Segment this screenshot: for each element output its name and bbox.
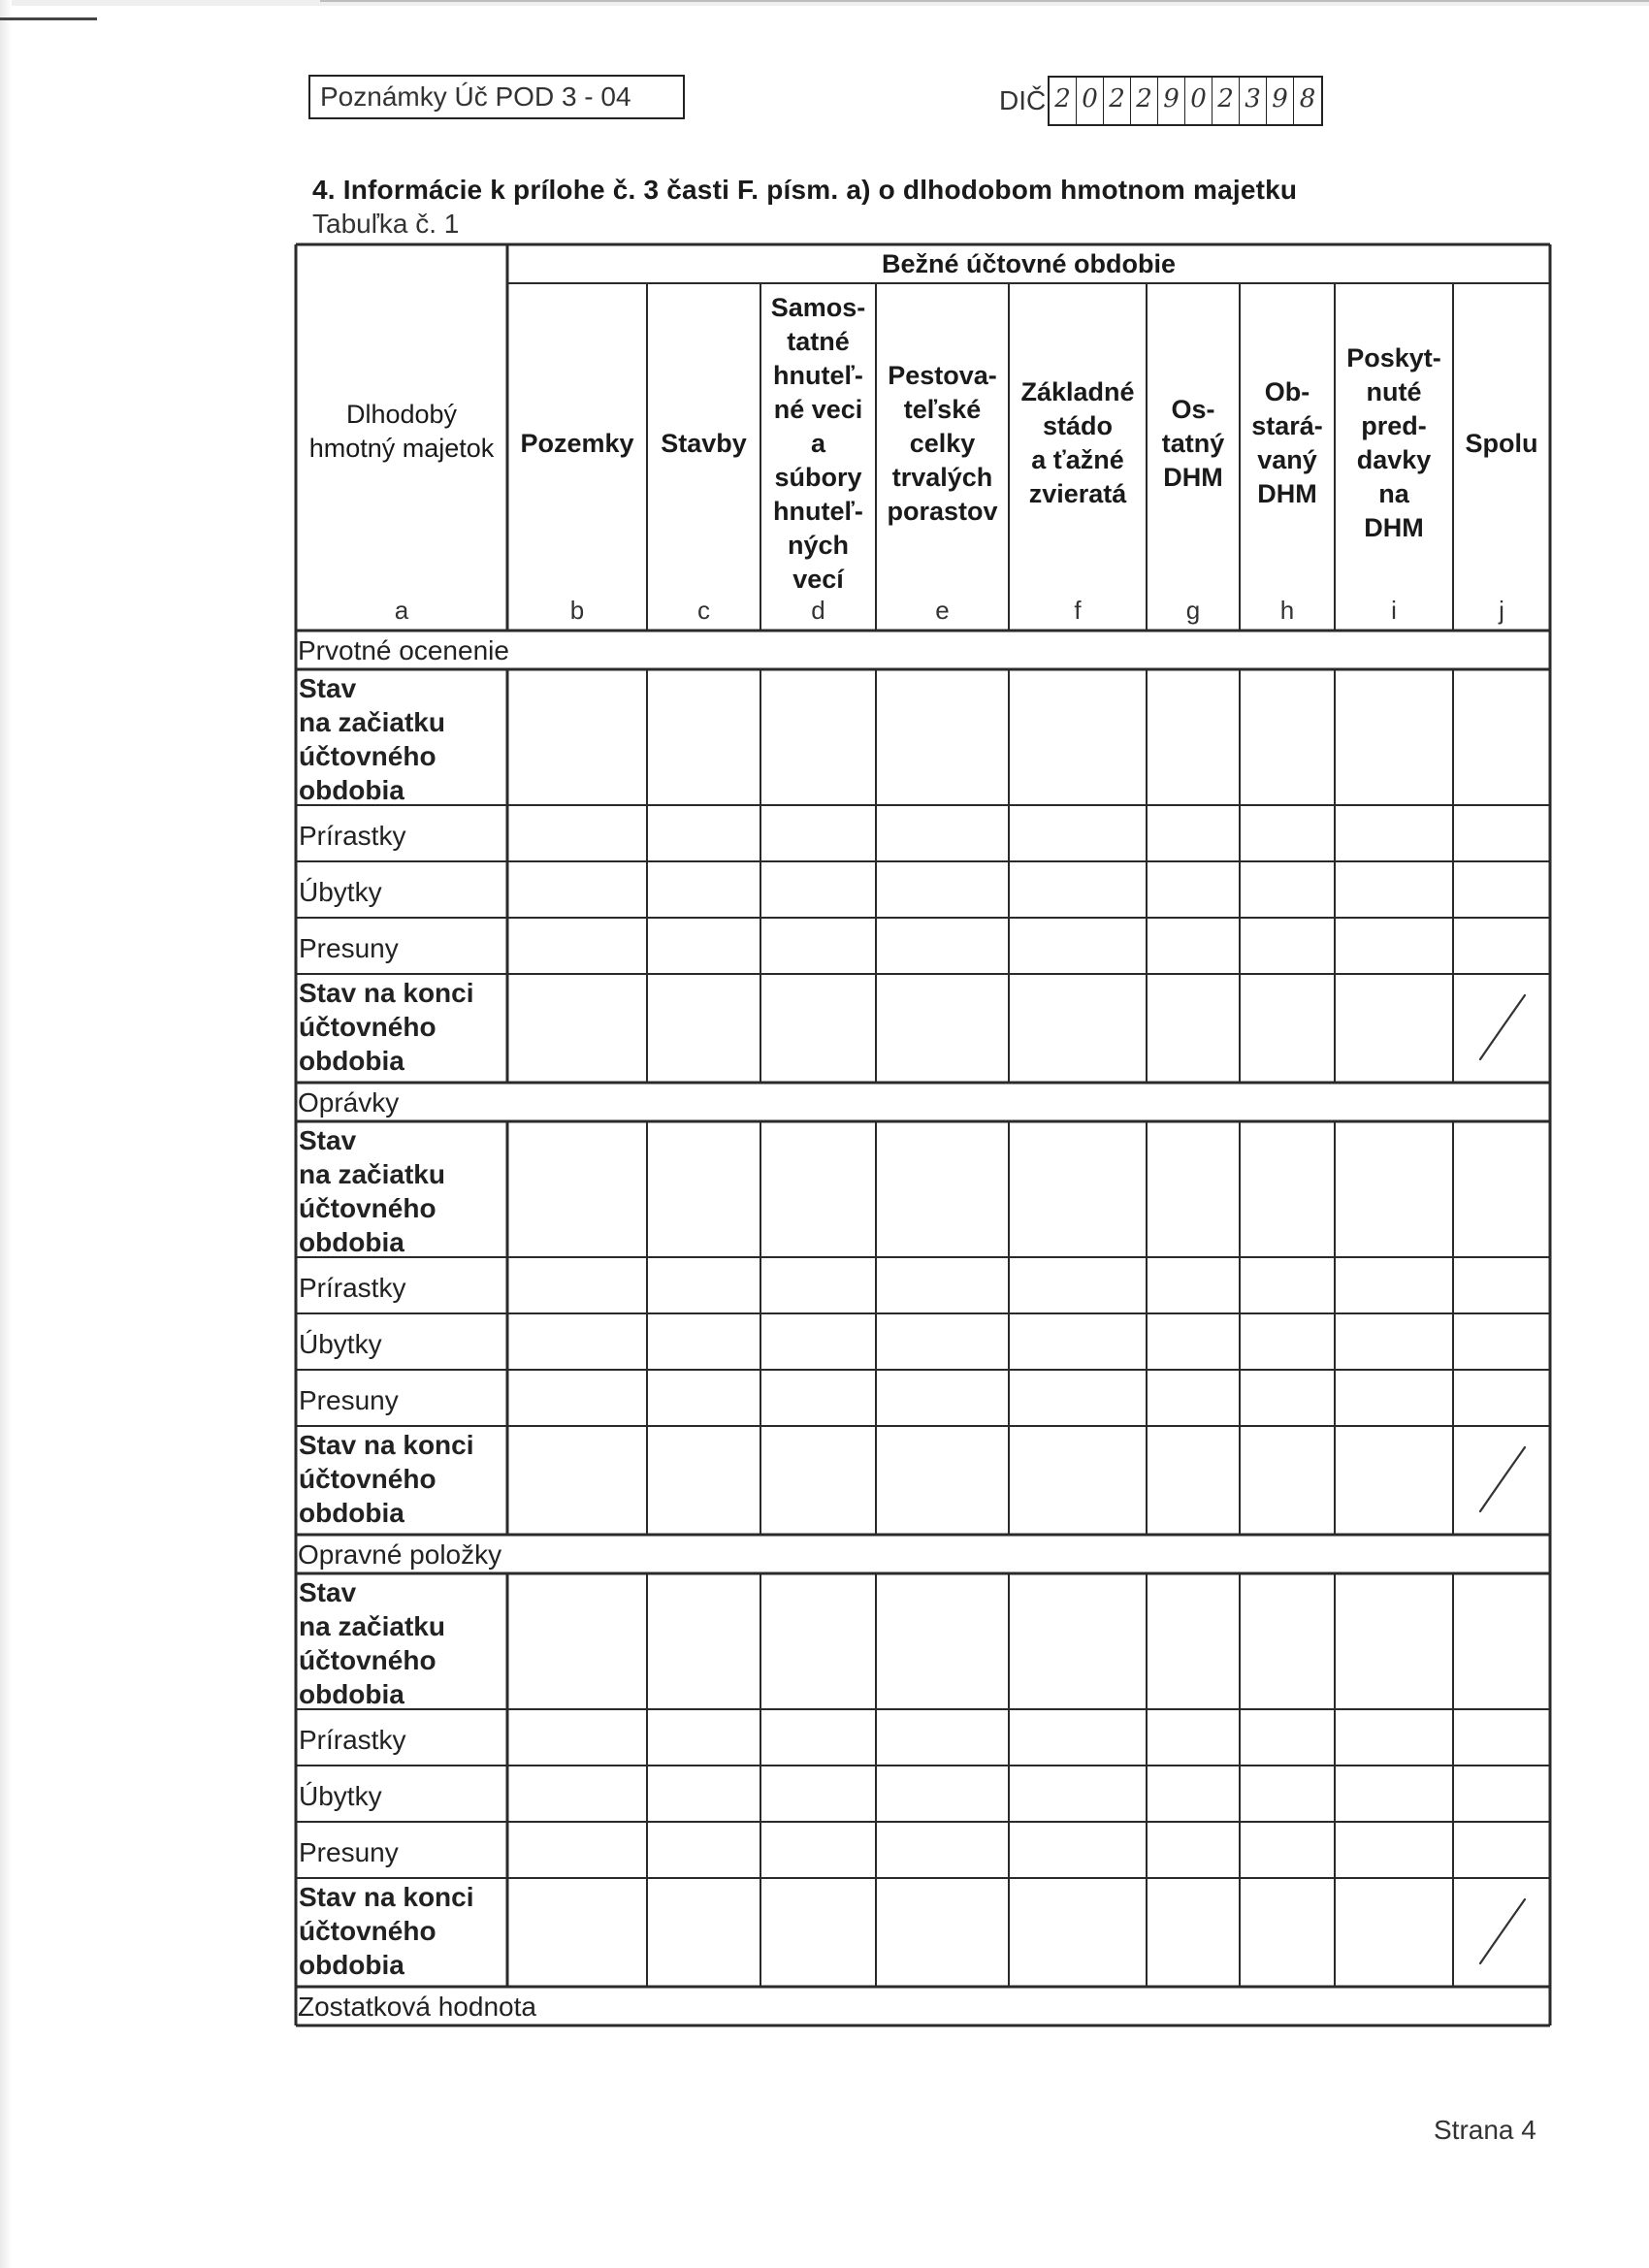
row-label-line: Presuny (299, 932, 399, 963)
row-label (299, 671, 445, 807)
row-label (299, 1428, 474, 1530)
form-code-box: Poznámky Úč POD 3 - 04 (308, 75, 685, 119)
dic-digit: 2 (1131, 78, 1158, 124)
column-header-line: Ob- (1264, 377, 1310, 406)
column-header-line: tatné (787, 326, 850, 356)
row-label (299, 931, 399, 965)
row-label (299, 1779, 382, 1813)
column-header-line: stádo (1042, 411, 1113, 440)
column-letter-d: d (811, 596, 825, 625)
column-header-line: trvalých (891, 462, 993, 492)
row-label-line: Prírastky (299, 820, 406, 851)
column-header-line: tatný (1161, 428, 1225, 458)
column-header-line: né veci (773, 394, 863, 424)
row-label (299, 819, 405, 853)
column-header-line: vaný (1257, 445, 1317, 474)
row-label-line: Stav (299, 673, 357, 703)
column-header-b (507, 427, 647, 461)
row-label (299, 1575, 445, 1711)
row-label-line: na začiatku (299, 707, 445, 737)
handwritten-slash-mark (1480, 1447, 1525, 1511)
row-label-line: Stav na konci (299, 1430, 474, 1460)
dic-label: DIČ (999, 85, 1047, 115)
column-letter-f: f (1074, 596, 1082, 625)
dic-digit: 8 (1299, 84, 1316, 113)
dic-digit: 2 (1104, 78, 1131, 124)
column-letter-h: h (1279, 596, 1295, 625)
column-header-h (1240, 375, 1335, 511)
column-header-line: pred- (1361, 411, 1427, 440)
column-header-e (876, 359, 1009, 529)
section-title-row: Oprávky (298, 1087, 400, 1118)
column-header-line: a (810, 428, 826, 458)
column-header-line: ných (787, 530, 850, 560)
row-label (299, 1271, 405, 1305)
row-label (299, 1723, 405, 1757)
column-header-line: DHM (1257, 479, 1317, 508)
row-label (299, 1880, 474, 1982)
footer-row-label: Zostatková hodnota (298, 1992, 536, 2022)
page-number: Strana 4 (1434, 2115, 1536, 2145)
column-header-line: DHM (1364, 513, 1424, 542)
column-header-line: na (1378, 479, 1409, 508)
column-header-line: vecí (792, 564, 844, 594)
column-header-line: Spolu (1465, 428, 1538, 458)
column-letter-c: c (697, 596, 710, 625)
handwritten-slash-mark (1480, 1899, 1525, 1963)
row-label-line: Prírastky (299, 1272, 406, 1303)
column-letter-i: i (1391, 596, 1397, 625)
column-header-line: Poskyt- (1346, 343, 1441, 373)
row-label-line: účtovného (299, 741, 436, 771)
period-header: Bežné účtovné obdobie (881, 249, 1177, 278)
row-label-line: obdobia (299, 1046, 404, 1076)
section-title: 4. Informácie k prílohe č. 3 časti F. písm. a) o dlhodobom hmotnom majetku (312, 175, 1298, 205)
column-header-line: Stavby (661, 428, 747, 458)
row-label (299, 976, 474, 1078)
column-header-line: hnuteľ- (773, 496, 863, 526)
row-label-line: Úbytky (299, 1780, 382, 1811)
dic-digit: 9 (1158, 78, 1185, 124)
row-label (299, 875, 382, 909)
column-header-g (1147, 393, 1240, 495)
row-label-line: na začiatku (299, 1159, 445, 1189)
column-header-line: porastov (887, 496, 998, 526)
row-label-line: Úbytky (299, 876, 382, 907)
row-label-line: účtovného (299, 1012, 436, 1042)
dic-digit: 2 (1050, 78, 1077, 124)
handwritten-slash-mark (1480, 995, 1525, 1059)
dic-digit: 9 (1267, 78, 1294, 124)
column-header-j (1453, 427, 1550, 461)
row-label-line: Presuny (299, 1384, 399, 1415)
row-label (299, 1123, 445, 1259)
column-letter-b: b (569, 596, 585, 625)
column-letter-g: g (1185, 596, 1201, 625)
column-header-line: stará- (1251, 411, 1323, 440)
section-title-row: Opravné položky (298, 1539, 502, 1570)
column-header-c (647, 427, 760, 461)
column-header-f (1009, 375, 1147, 511)
row-label-line: obdobia (299, 1950, 404, 1980)
row-label-line: účtovného (299, 1645, 436, 1675)
row-label-line: účtovného (299, 1464, 436, 1494)
column-header-line: zvieratá (1028, 479, 1127, 508)
column-header-a (296, 398, 507, 466)
dic-digit: 3 (1240, 78, 1267, 124)
row-label-line: Stav (299, 1577, 357, 1607)
row-label-line: účtovného (299, 1916, 436, 1946)
column-header-line: súbory (774, 462, 862, 492)
row-label-line: Stav na konci (299, 1882, 474, 1912)
column-letter-j: j (1499, 596, 1504, 625)
column-header-line: Pozemky (520, 428, 634, 458)
dic-digit: 0 (1077, 78, 1104, 124)
dic-digit: 2 (1212, 78, 1240, 124)
column-letter-a: a (394, 596, 409, 625)
column-header-line: hmotný majetok (308, 434, 495, 463)
dic-digit: 0 (1185, 78, 1212, 124)
row-label-line: obdobia (299, 1498, 404, 1528)
column-header-line: Základné (1020, 377, 1135, 406)
section-title-row: Prvotné ocenenie (298, 635, 509, 665)
row-label-line: obdobia (299, 1227, 404, 1257)
row-label-line: Stav (299, 1125, 357, 1155)
row-label-line: Stav na konci (299, 978, 474, 1008)
row-label (299, 1835, 399, 1869)
column-header-line: teľské (903, 394, 982, 424)
column-header-line: Pestova- (888, 360, 997, 390)
column-header-line: Os- (1171, 394, 1215, 424)
row-label-line: obdobia (299, 1679, 404, 1709)
row-label-line: Presuny (299, 1836, 399, 1867)
table-caption: Tabuľka č. 1 (312, 209, 460, 239)
row-label-line: na začiatku (299, 1611, 445, 1641)
column-header-line: hnuteľ- (773, 360, 863, 390)
column-header-line: a ťažné (1031, 445, 1124, 474)
row-label-line: účtovného (299, 1193, 436, 1223)
row-label (299, 1383, 399, 1417)
column-header-line: nuté (1366, 377, 1422, 406)
column-header-line: Samos- (770, 292, 866, 322)
column-letter-e: e (935, 596, 950, 625)
row-label-line: Prírastky (299, 1724, 406, 1755)
column-header-line: davky (1356, 445, 1432, 474)
column-header-line: celky (909, 428, 976, 458)
column-header-line: Dlhodobý (345, 400, 458, 429)
row-label (299, 1327, 382, 1361)
row-label-line: obdobia (299, 775, 404, 805)
column-header-i (1335, 341, 1453, 545)
row-label-line: Úbytky (299, 1328, 382, 1359)
column-header-line: DHM (1163, 462, 1223, 492)
column-header-d (760, 291, 876, 597)
